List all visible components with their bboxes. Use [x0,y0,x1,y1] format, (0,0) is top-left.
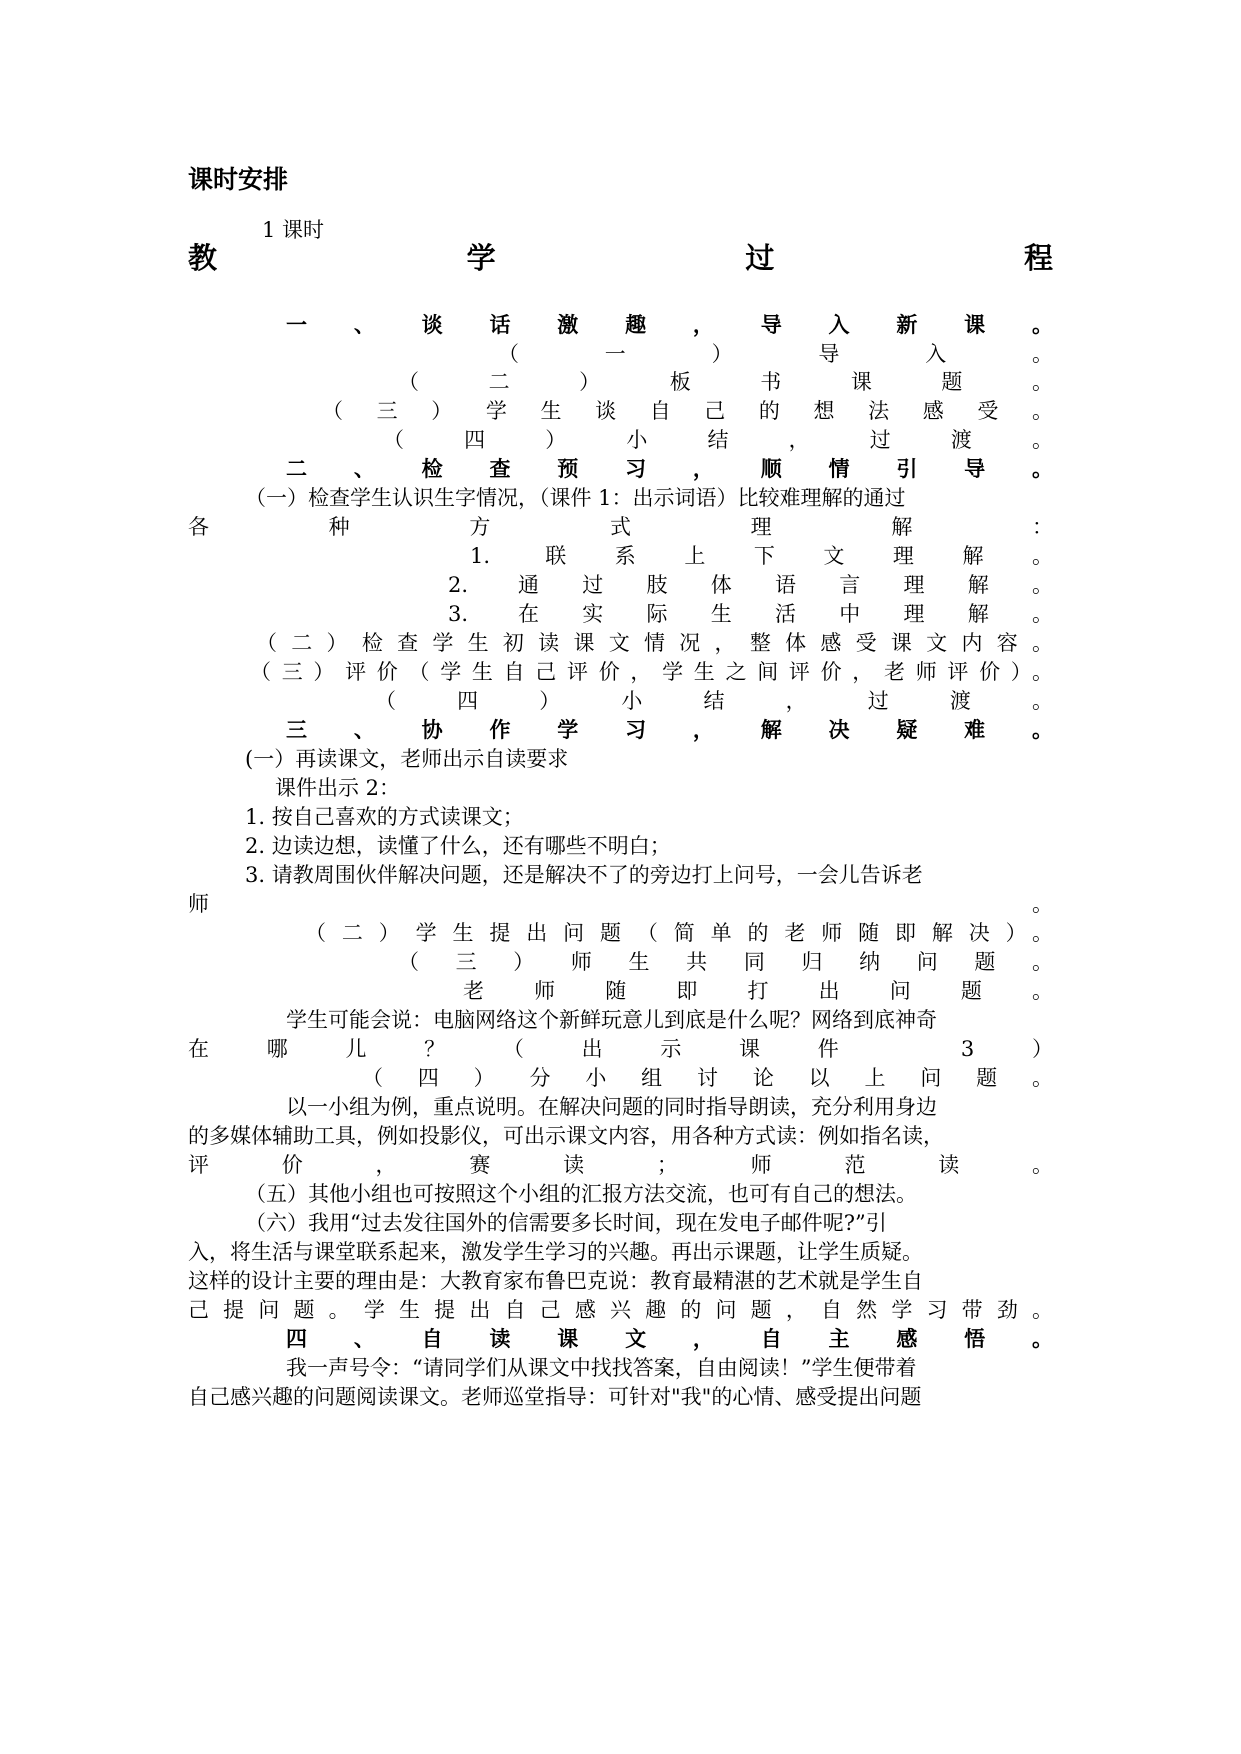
duration-text: 1 课时 [262,218,325,242]
heading-2: 二、检查预习，顺情引导。 [286,456,1053,481]
subitem-2-1-1: 1. 联系上下文理解。 [470,544,1053,568]
section-heading: 课时安排 [188,165,289,194]
requirement-3-line1: 3. 请教周围伙伴解决问题，还是解决不了的旁边打上问号，一会儿告诉老 [245,863,923,887]
item-2-2: （二）检查学生初读课文情况，整体感受课文内容。 [256,631,1053,655]
paragraph-4-line1: 我一声号令：“请同学们从课文中找找答案，自由阅读！”学生便带着 [286,1356,917,1380]
heading-3: 三、协作学习，解决疑难。 [286,717,1053,742]
item-3-6-line1: （六）我用“过去发往国外的信需要多长时间，现在发电子邮件呢?”引 [245,1211,887,1235]
item-2-4: （四）小结，过渡。 [375,689,1053,713]
paragraph-3-4-line1: 以一小组为例，重点说明。在解决问题的同时指导朗读，充分利用身边 [286,1095,937,1119]
item-1-1: （一）导入。 [498,342,1053,366]
item-3-6-line3: 这样的设计主要的理由是：大教育家布鲁巴克说：教育最精湛的艺术就是学生自 [188,1269,923,1293]
item-3-2: （二）学生提出问题（简单的老师随即解决）。 [305,921,1053,945]
item-3-6-line4: 己提问题。学生提出自己感兴趣的问题，自然学习带劲。 [188,1298,1053,1322]
paragraph-3-4-line2: 的多媒体辅助工具，例如投影仪，可出示课文内容，用各种方式读：例如指名读， [188,1124,944,1148]
subitem-2-1-3: 3. 在实际生活中理解。 [448,602,1053,626]
item-3-3-note: 老师随即打出问题。 [463,979,1053,1003]
student-question-line1: 学生可能会说：电脑网络这个新鲜玩意儿到底是什么呢？网络到底神奇 [286,1008,937,1032]
heading-4: 四、自读课文，自主感悟。 [286,1326,1053,1351]
item-2-1-line2: 各种方式理解： [188,515,1053,539]
requirement-3-line2: 师。 [188,892,1053,916]
item-3-6-line2: 入，将生活与课堂联系起来，激发学生学习的兴趣。再出示课题，让学生质疑。 [188,1240,923,1264]
item-1-4: （四）小结，过渡。 [383,428,1053,452]
subitem-2-1-2: 2. 通过肢体语言理解。 [448,573,1053,597]
item-1-3: （三）学生谈自己的想法感受。 [322,399,1053,423]
item-3-5: （五）其他小组也可按照这个小组的汇报方法交流，也可有自己的想法。 [245,1182,917,1206]
paragraph-3-4-line3: 评价，赛读；师范读。 [188,1153,1053,1177]
item-1-2: （二）板书课题。 [398,370,1053,394]
heading-1: 一、谈话激趣，导入新课。 [286,312,1053,337]
student-question-line2: 在哪儿？（出示课件 3） [188,1037,1053,1061]
item-3-4: （四）分小组讨论以上问题。 [362,1066,1053,1090]
requirement-1: 1. 按自己喜欢的方式读课文； [245,805,524,829]
item-2-3: （三）评价（学生自己评价，学生之间评价，老师评价）。 [250,660,1053,684]
requirement-2: 2. 边读边想，读懂了什么，还有哪些不明白； [245,834,671,858]
paragraph-4-line2: 自己感兴趣的问题阅读课文。老师巡堂指导：可针对"我"的心情、感受提出问题 [188,1385,922,1409]
item-3-3: （三）师生共同归纳问题。 [398,950,1053,974]
page-title: 教学过程 [188,241,1053,275]
item-3-1: (一）再读课文，老师出示自读要求 [245,747,569,771]
item-2-1-line1: （一）检查学生认识生字情况，（课件 1：出示词语）比较难理解的通过 [245,486,906,510]
courseware-label: 课件出示 2： [275,776,401,800]
